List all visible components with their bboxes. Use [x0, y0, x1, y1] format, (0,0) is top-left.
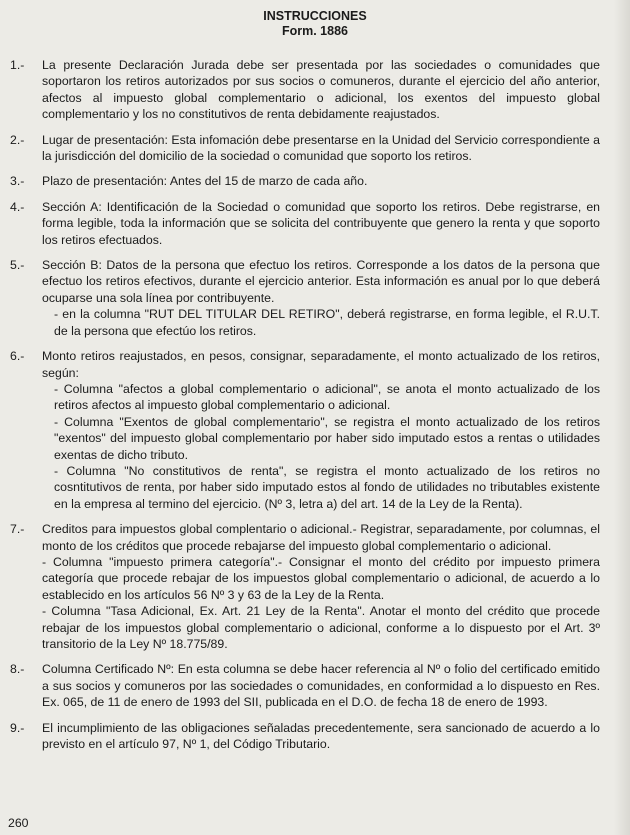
instruction-item-5	[10, 257, 600, 339]
item-paragraph: Lugar de presentación: Esta infomación debe presentarse en la Unidad del Servicio correspondiente a la jurisdicción del domicilio de la sociedad o comunidad que soporto los retiros.	[42, 132, 600, 164]
page-number: 260	[8, 816, 29, 830]
item-paragraph: Creditos para impuestos global complentario o adicional.- Registrar, separadamente, por columnas, el monto de los créditos que procede rebajarse del impuesto global complementario o adicional.	[42, 522, 600, 553]
instruction-item-2	[10, 132, 600, 165]
item-paragraph: Columna Certificado Nº: En esta columna se debe hacer referencia al Nº o folio del certificado emitido a sus socios y comuneros por las sociedades o comunidades, en conformidad a lo dispuesto en Res. Ex. 065, de 11 de enero de 1993 del SII, publicada en el D.O. de fecha 18 de enero de 1993.	[42, 662, 600, 710]
item-number: 7.-	[10, 522, 25, 537]
item-number: 2.-	[10, 132, 25, 147]
form-number: Form. 1886	[281, 24, 348, 38]
item-subparagraph: - Columna "Exentos de global complementario", se registra el monto actualizado de los retiros "exentos" del impuesto global complementario por haber sido imputado estos a rentas o utilidades exentas de dicho tributo.	[54, 414, 600, 462]
item-body	[42, 199, 600, 248]
item-number: 3.-	[10, 174, 25, 189]
instruction-item-7	[10, 521, 600, 652]
item-subparagraph: - en la columna "RUT DEL TITULAR DEL RETIRO", deberá registrarse, en forma legible, el R.U.T. de la persona que efectúo los retiros.	[54, 307, 600, 338]
item-number: 9.-	[10, 720, 25, 735]
item-paragraph: Sección B: Datos de la persona que efectuo los retiros. Corresponde a los datos de la persona que efectuo los retiros efectivos, durante el ejercicio anterior. Esta información es anual por lo que deberá ocuparse una sola línea por contribuyente.	[42, 258, 600, 305]
item-body	[42, 348, 600, 512]
instructions-list	[10, 57, 600, 761]
item-body	[42, 720, 600, 753]
item-body	[42, 257, 600, 339]
item-body	[42, 521, 600, 652]
item-number: 1.-	[10, 58, 25, 72]
instruction-item-1	[10, 57, 600, 123]
item-body	[42, 173, 600, 189]
instruction-item-3	[10, 173, 600, 189]
instruction-item-9	[10, 720, 600, 753]
item-body	[42, 661, 600, 710]
item-number: 6.-	[10, 349, 25, 364]
page-title: INSTRUCCIONES	[263, 9, 367, 23]
item-body	[42, 132, 600, 165]
instruction-item-4	[10, 199, 600, 248]
page-edge-shadow	[614, 0, 630, 835]
item-paragraph: Plazo de presentación: Antes del 15 de marzo de cada año.	[42, 174, 368, 189]
item-subparagraph: - Columna "afectos a global complementario o adicional", se anota el monto actualizado de los retiros afectos al impuesto global complementario o adicional.	[54, 381, 600, 413]
item-number: 4.-	[10, 199, 25, 214]
item-paragraph: Sección A: Identificación de la Sociedad o comunidad que soporto los retiros. Debe registrarse, en forma legible, toda la información que se solicita del contribuyente que genero la renta y que soporto los retiros efectuados.	[42, 199, 600, 247]
item-number: 8.-	[10, 662, 25, 677]
item-paragraph: El incumplimiento de las obligaciones señaladas precedentemente, sera sancionado de acuerdo a lo previsto en el artículo 97, Nº 1, del Código Tributario.	[42, 720, 600, 752]
document-header	[0, 9, 630, 39]
item-paragraph: Monto retiros reajustados, en pesos, consignar, separadamente, el monto actualizado de los retiros, según:	[42, 349, 600, 380]
item-number: 5.-	[10, 258, 25, 273]
item-body	[42, 57, 600, 123]
instruction-item-6	[10, 348, 600, 512]
item-paragraph: La presente Declaración Jurada debe ser presentada por las sociedades o comunidades que soportaron los retiros autorizados por sus socios o comuneros, durante el ejercicio del año anterior, afectos al impuesto global complementario o adicional, los exentos del impuesto global complementario y los no constitutivos de renta debidamente reajustados.	[42, 58, 600, 122]
item-subparagraph: - Columna "Tasa Adicional, Ex. Art. 21 Ley de la Renta". Anotar el monto del crédito que procede rebajar de los impuestos global complementario o adicional, conforme a lo dispuesto por el Art. 3º transitorio de la Ley Nº 18.775/89.	[42, 604, 600, 651]
item-subparagraph: - Columna "impuesto primera categoría".- Consignar el monto del crédito por impuesto primera categoría que procede rebajar de los impuestos global complementario o adicional, de acuerdo a lo establecido en los artículos 56 Nº 3 y 63 de la Ley de la Renta.	[42, 554, 600, 602]
item-subparagraph: - Columna "No constitutivos de renta", se registra el monto actualizado de los retiros no cosntitutivos de renta, por haber sido imputado estos al fondo de utilidades no tributables existente en la empresa al termino del ejercicio. (Nº 3, letra a) del art. 14 de la Ley de la Renta).	[54, 463, 600, 511]
instruction-item-8	[10, 661, 600, 710]
